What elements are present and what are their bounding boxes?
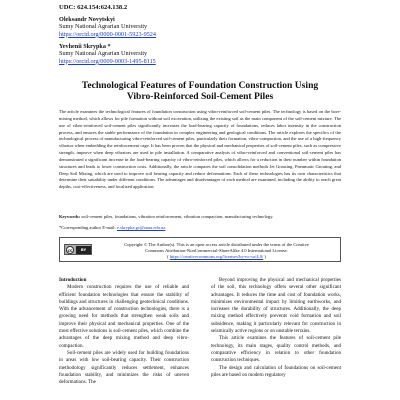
orcid-link[interactable]: https://orcid.org/0000-0001-5923-9524 [59,30,156,38]
corresponding-author-line [59,225,341,232]
udc-code: UDC: 624.154:624.138.2 [59,4,128,11]
cc-icon: cc [67,248,73,253]
abstract-text: The article examines the technological features of foundation construction using vibro-reinforced soil-cement piles. The technology is based on the bore-mixing method, which allows for pile formation without soil excavation, utilizing the existing soil as the main component of the soil-cement mixture. The use of vibro-reinforced soil-cement piles significantly increases the load-bearing capacity of foundations, reduces labor intensity in the construction process, and ensures the stable performance of the foundation in complex engineering and geological conditions. The article explores the specifics of the technological process of manufacturing vibro-reinforced soil-cement piles, particularly their formation, vibro-compaction, and the use of a high-frequency vibrator when embedding the reinforcement cage. It has been proven that the physical and mechanical properties of soil-cement piles, such as compressive strength, improve when deep vibrators are used in pile installation. A comparative analysis of vibro-reinforced and conventional soil-cement piles has demonstrated a significant increase in the load-bearing capacity of vibro-reinforced piles, which allows for a reduction in their number within foundation structures and leads to lower construction costs. Additionally, the article compares the soil consolidation methods Jet Grouting, Pneumatic Grouting, and Deep Soil Mixing, which are used to improve soil bearing capacity and reduce deformations. Each of these technologies has its own characteristics that determine their suitability under different conditions. The advantages and disadvantages of each method are examined, including the ability to reach great depths, cost-effectiveness, and localized application. [59,109,341,190]
keywords-label: Keywords: [59,214,81,219]
license-text [96,242,337,260]
article-title [59,80,341,102]
author-name: Yevhenii Skrypka * [59,43,111,50]
paragraph: Modern construction requires the use of reliable and efficient foundation technologies that ensure the stability of buildings and structures in challenging geotechnical conditions. With the advancement of construction technologies, there is a growing need for methods that strengthen weak soils and improve their physical and mechanical properties. One of the most effective solutions is soil-cement piles, which combine the advantages of the deep mixing method and deep vibro-compaction. [59,284,189,349]
paragraph: This article examines the features of soil-cement pile technology, its main stages, quality control methods, and comparative efficiency in relation to other foundation construction techniques. [211,335,341,364]
title-line: Vibro-Reinforced Soil-Cement Piles [126,91,274,103]
author-block [59,43,156,65]
corresponding-email-link[interactable]: e.skrypka.gs@snau.edu.ua [116,225,166,230]
license-line: Commons Attribution-NonCommercial-ShareAlike 4.0 International License. [145,247,288,253]
paragraph: The design and calculation of foundations on soil-cement piles are based on modern regulatory [211,364,341,378]
paragraph: Soil-cement piles are widely used for building foundations in areas with low soil-bearing capacity. Their construction methodology significantly reduces settlement, enhances foundation stability, and minimizes the risks of uneven deformations. The [59,349,189,386]
body-column-right [211,277,341,379]
by-icon: BY [76,246,91,254]
paren-open: ( [167,253,170,259]
cc-license-badge-icon [64,244,92,255]
license-link-line [96,254,337,260]
author-name: Oleksandr Novytskyi [59,16,115,23]
title-line: Technological Features of Foundation Construction Using [81,80,319,91]
author-affiliation: Sumy National Agrarian University [59,23,148,31]
license-link[interactable]: https://creativecommons.org/licenses/by-nc-sa/4.0/ [169,253,264,259]
keywords-list: soil-cement piles, foundations, vibration reinforcement, vibration compaction, manufacturing technology. [81,214,274,219]
license-line: Copyright © The Author(s). This is an open access article distributed under the terms of the Creative [124,242,309,247]
section-heading: Introduction [59,277,87,283]
license-box [59,237,341,262]
paragraph: Beyond improving the physical and mechanical properties of the soil, this technology offers several other significant advantages. It reduces the time and cost of foundation works, minimizes environmental impact by limiting earthworks, and increases the durability of structures. Additionally, the deep mixing method effectively prevents void formation and soil subsidence, making it particularly relevant for construction in seismically active regions or on unstable terrains. [211,277,341,335]
paren-close: ) [263,253,266,259]
body-column-left [59,277,189,386]
orcid-link[interactable]: https://orcid.org/0009-0003-1495-8115 [59,57,156,65]
corresponding-label: *Corresponding author E-mail: [59,225,116,230]
author-affiliation: Sumy National Agrarian University [59,50,148,58]
keywords-line [59,214,341,221]
author-block [59,16,156,38]
